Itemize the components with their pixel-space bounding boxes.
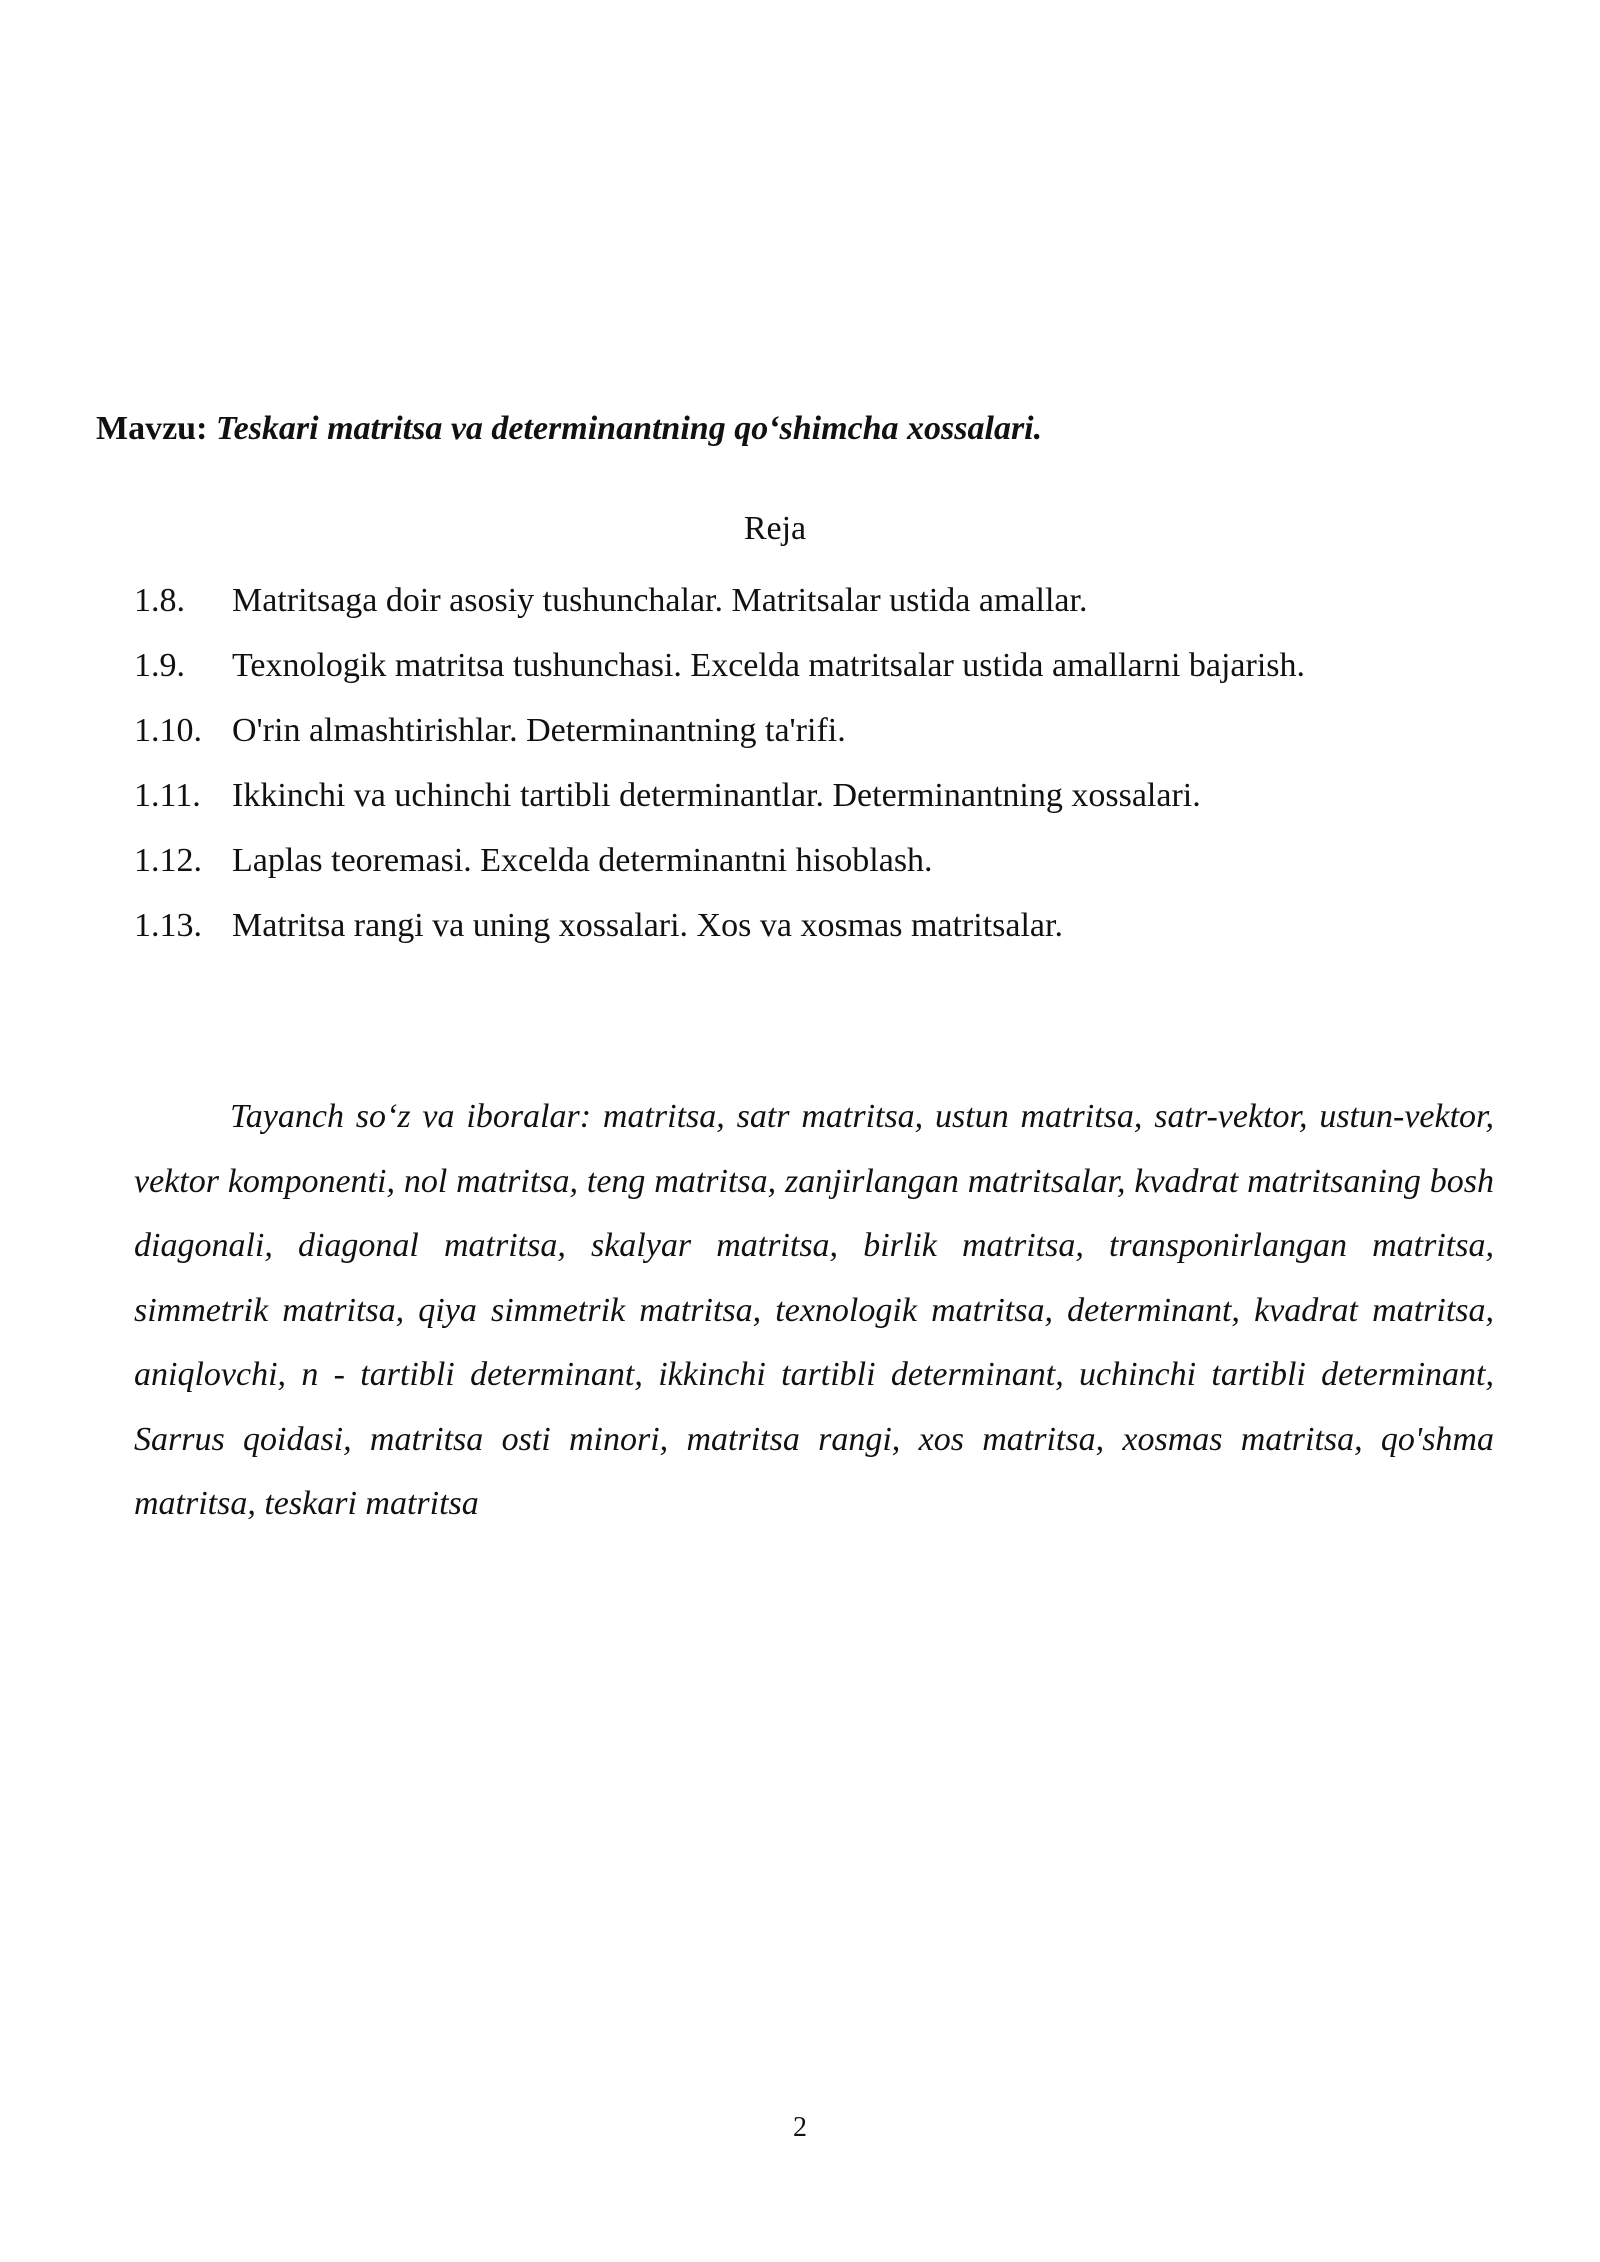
plan-heading: Reja [743, 510, 807, 547]
topic-title: Teskari matritsa va determinantning qo‘shimcha xossalari. [215, 410, 1043, 447]
plan-item [134, 698, 1305, 763]
plan-item-text: Texnologik matritsa tushunchasi. Excelda matritsalar ustida amallarni bajarish. [232, 647, 1306, 684]
plan-item-number: 1.13. [134, 907, 202, 944]
plan-item-number: 1.9. [134, 647, 185, 684]
plan-item-text: Ikkinchi va uchinchi tartibli determinantlar. Determinantning xossalari. [232, 777, 1201, 814]
plan-list [134, 568, 1305, 958]
keywords-paragraph: Tayanch so‘z va iboralar: matritsa, satr matritsa, ustun matritsa, satr-vektor, ustun-vektor, vektor komponenti, nol matritsa, teng matritsa, zanjirlangan matritsalar, kvadrat matritsaning bosh diagonali, diagonal matritsa, skalyar matritsa, birlik matritsa, transponirlangan matritsa, simmetrik matritsa, qiya simmetrik matritsa, texnologik matritsa, determinant, kvadrat matritsa, aniqlovchi, n - tartibli determinant, ikkinchi tartibli determinant, uchinchi tartibli determinant, Sarrus qoidasi, matritsa osti minori, matritsa rangi, xos matritsa, xosmas matritsa, qo'shma matritsa, teskari matritsa [134, 1098, 1494, 1522]
plan-item-text: Laplas teoremasi. Excelda determinantni hisoblash. [232, 842, 933, 879]
plan-item [134, 828, 1305, 893]
plan-item-text: O'rin almashtirishlar. Determinantning ta'rifi. [232, 712, 846, 749]
plan-item [134, 633, 1305, 698]
plan-item [134, 763, 1305, 828]
plan-item-number: 1.12. [134, 842, 202, 879]
topic-label: Mavzu: [96, 410, 208, 447]
plan-item-number: 1.11. [134, 777, 201, 814]
plan-item-text: Matritsaga doir asosiy tushunchalar. Matritsalar ustida amallar. [232, 582, 1088, 619]
page-number: 2 [793, 2112, 807, 2143]
plan-item-text: Matritsa rangi va uning xossalari. Xos va xosmas matritsalar. [232, 907, 1063, 944]
plan-item-number: 1.10. [134, 712, 202, 749]
plan-item [134, 568, 1305, 633]
plan-item-number: 1.8. [134, 582, 185, 619]
topic-heading [96, 404, 1042, 454]
plan-item [134, 893, 1305, 958]
